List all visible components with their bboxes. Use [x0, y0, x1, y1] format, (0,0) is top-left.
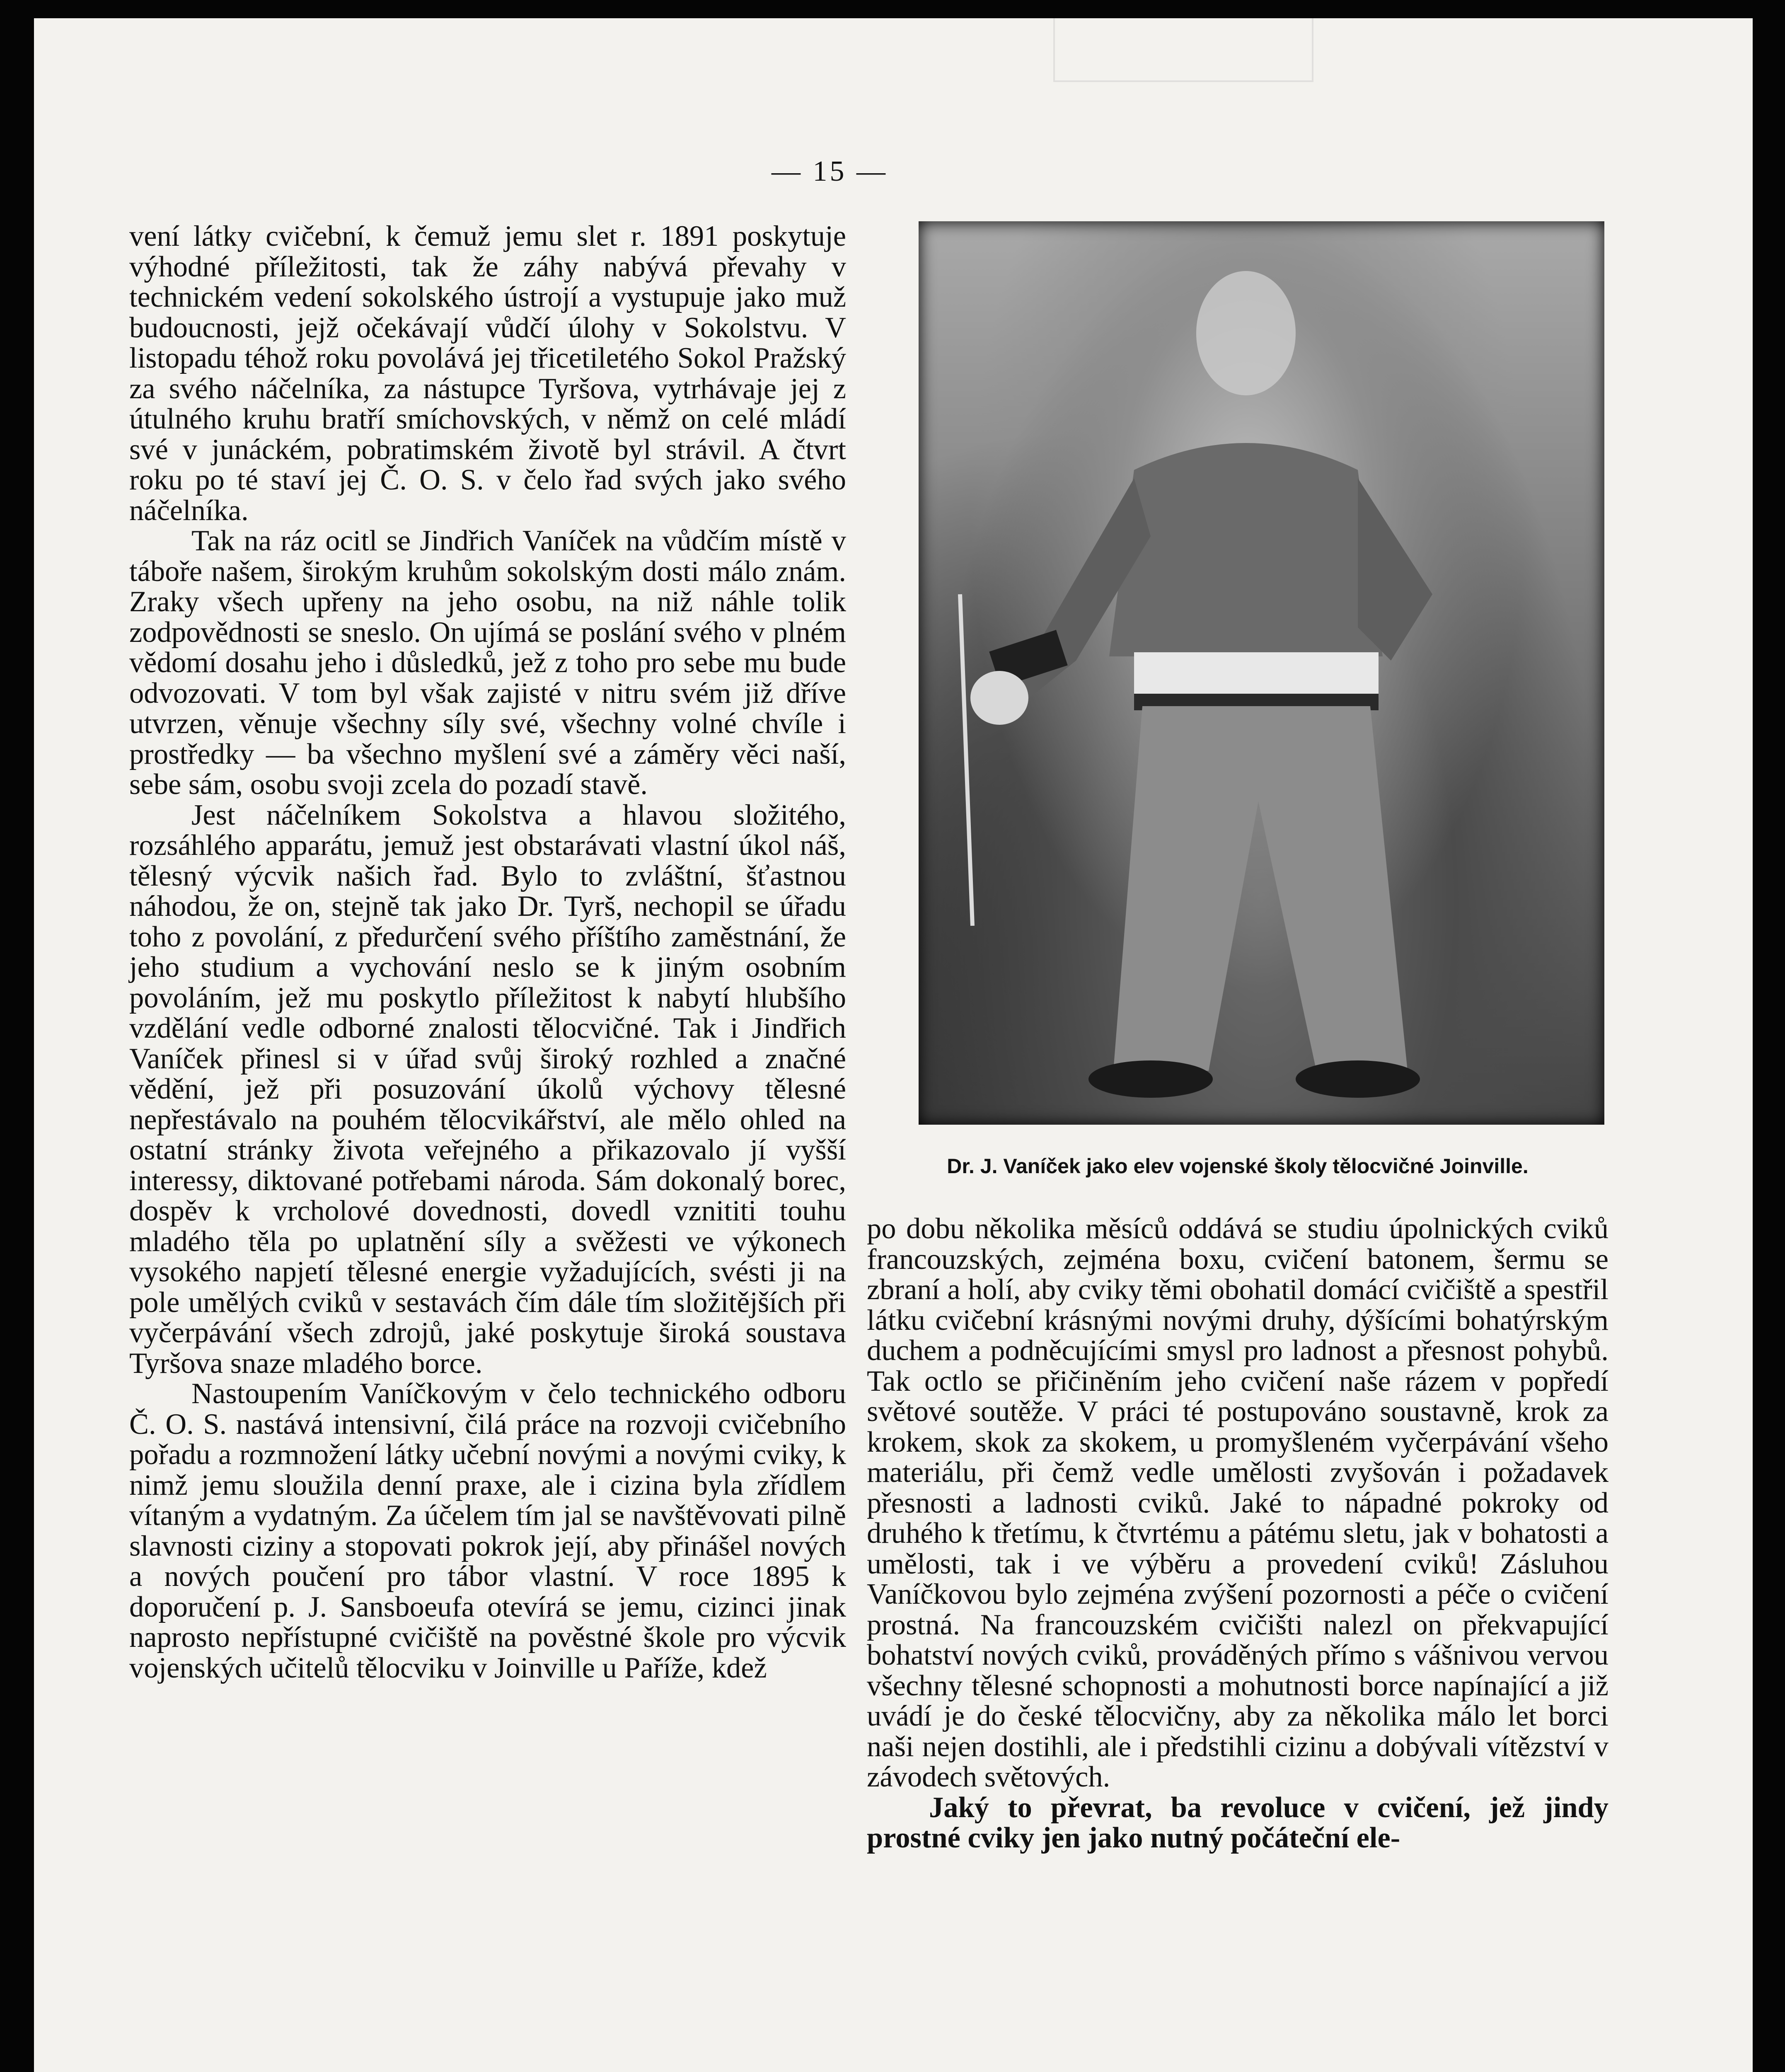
- page-number: — 15 —: [772, 155, 888, 187]
- paragraph: Nastoupením Vaníčkovým v čelo technického odboru Č. O. S. nastává intensivní, čilá práce na rozvoji cvičebního pořadu a rozmnožení látky učební novými a novými cviky, k nimž jemu sloužila denní praxe, ale i cizina byla zřídlem vítaným a vydatným. Za účelem tím jal se navštěvovati pilně slavnosti ciziny a stopovati pokrok její, aby přinášel nových a nových poučení pro tábor vlastní. V roce 1895 k doporučení p. J. Sansboeufa otevírá se jemu, cizinci jinak naprosto nepřístupné cvičiště na pověstné škole pro výcvik vojenských učitelů tělocviku v Joinville u Paříže, kdež: [129, 1377, 846, 1684]
- right-column: [867, 1214, 1608, 1854]
- paragraph: po dobu několika měsíců oddává se studiu úpolnických cviků francouzských, zejména boxu, cvičení batonem, šermu se zbraní a holí, aby cviky těmi obohatil domácí cvičiště a spestřil látku cvičební krásnými novými druhy, dýšícími bohatýrským duchem a podněcujícími smysl pro ladnost a přesnost pohybů. Tak octlo se přičiněním jeho cvičení naše rázem v popředí světové soutěže. V práci té postupováno soustavně, krok za krokem, skok za skokem, u promyšleném vyčerpávání všeho materiálu, při čemž vedle umělosti zvyšován i požadavek přesnosti a ladnosti cviků. Jaké to nápadné pokroky od druhého k třetímu, k čtvrtému a pátému sletu, jak v bohatosti a umělosti, tak i ve výběru a provedení cviků! Zásluhou Vaníčkovou bylo zejména zvýšení pozornosti a péče o cvičení prostná. Na francouzském cvičišti nalezl on překvapující bohatství nových cviků, prováděných přímo s vášnivou vervou všechny tělesné schopnosti a mohutnosti borce napínající a již uvádí je do české tělocvičny, aby za několika málo let borci naši nejen dostihli, ale i předstihli cizinu a dobývali vítězství v závodech světových.: [867, 1213, 1608, 1793]
- paragraph: vení látky cvičební, k čemuž jemu slet r. 1891 poskytuje výhodné příležitosti, tak že záhy nabývá převahy v technickém vedení sokolského ústrojí a vystupuje jako muž budoucnosti, jejž očekávají vůdčí úlohy v Sokolstvu. V listopadu téhož roku povolává jej třicetiletého Sokol Pražský za svého náčelníka, za nástupce Tyršova, vytrhávaje jej z útulného kruhu bratří smíchovských, v němž on celé mládí své v junáckém, pobratimském životě byl strávil. A čtvrt roku po té staví jej Č. O. S. v čelo řad svých jako svého náčelníka.: [129, 220, 846, 527]
- portrait-photo: [919, 221, 1604, 1125]
- paragraph: Jaký to převrat, ba revoluce v cvičení, jež jindy prostné cviky jen jako nutný počáteční ele-: [867, 1791, 1608, 1854]
- page: [34, 18, 1753, 2072]
- paragraph: Tak na ráz ocitl se Jindřich Vaníček na vůdčím místě v táboře našem, širokým kruhům sokolským dosti málo znám. Zraky všech upřeny na jeho osobu, na niž náhle tolik zodpovědnosti se sneslo. On ujímá se poslání svého v plném vědomí dosahu jeho i důsledků, jež z toho pro sebe mu bude odvozovati. V tom byl však zajisté v nitru svém již dříve utvrzen, věnuje všechny síly své, všechny volné chvíle i prostředky — ba všechno myšlení své a záměry věci naší, sebe sám, osobu svoji zcela do pozadí stavě.: [129, 525, 846, 801]
- left-column: [129, 221, 846, 1683]
- portrait-figure: [919, 221, 1604, 1125]
- scan-mark: [1053, 18, 1313, 82]
- paragraph: Jest náčelníkem Sokolstva a hlavou složitého, rozsáhlého apparátu, jemuž jest obstarávati vlastní úkol náš, tělesný výcvik našich řad. Bylo to zvláštní, šťastnou náhodou, že on, stejně tak jako Dr. Tyrš, nechopil se úřadu toho z povolání, z předurčení svého příštího zaměstnání, že jeho studium a vychování neslo se k jiným osobním povoláním, jež mu poskytlo příležitost k nabytí hlubšího vzdělání vedle odborné znalosti tělocvičné. Tak i Jindřich Vaníček přinesl si v úřad svůj široký rozhled a značné vědění, jež při posuzování úkolů výchovy tělesné nepřestávalo na pouhém tělocvikářství, ale mělo ohled na ostatní stránky života veřejného a přikazovalo jí vyšší interessy, diktované potřebami národa. Sám dokonalý borec, dospěv k vrcholové dovednosti, dovedl vznititi touhu mladého těla po uplatnění síly a svěžesti ve výkonech vysokého napjetí tělesné energie vyžadujících, svésti ji na pole umělých cviků v sestavách čím dále tím složitějších při vyčerpávání všech zdrojů, jaké poskytuje široká soustava Tyršova snaze mladého borce.: [129, 799, 846, 1380]
- photo-caption: Dr. J. Vaníček jako elev vojenské školy tělocvičné Joinville.: [947, 1155, 1529, 1178]
